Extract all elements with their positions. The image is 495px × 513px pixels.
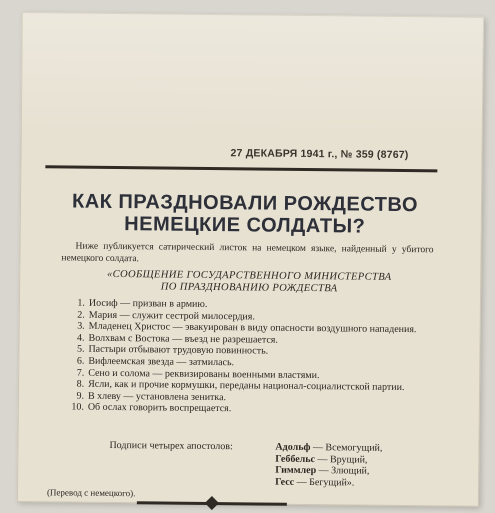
item-number: 2. — [77, 309, 85, 321]
header-rule — [45, 165, 437, 172]
apostle-epithet: — Бегущий». — [294, 476, 355, 489]
article-headline — [60, 190, 430, 238]
headline-line-1: КАК ПРАЗДНОВАЛИ РОЖДЕСТВО — [71, 190, 419, 217]
item-number: 4. — [77, 332, 85, 344]
item-number: 9. — [76, 390, 85, 402]
item-text: Иосиф — призван в армию. — [88, 297, 208, 310]
apostle-signature — [275, 476, 382, 489]
apostle-epithet: — Злющий, — [316, 465, 370, 477]
item-number: 8. — [76, 378, 85, 390]
item-number: 3. — [77, 320, 85, 332]
item-number: 6. — [76, 355, 85, 367]
item-number: 1. — [77, 297, 86, 309]
item-text: Младенец Христос — эвакуирован в виду опасности воздушного нападения. — [88, 320, 417, 336]
apostle-name: Гиммлер — [275, 464, 317, 477]
apostle-name: Адольф — [275, 441, 311, 454]
apostle-epithet: — Всемогущий, — [310, 442, 383, 454]
paper-fold-highlight — [21, 12, 484, 137]
item-text: Волхвам с Востока — въезд не разрешается. — [88, 332, 278, 346]
item-number: 7. — [76, 367, 85, 379]
item-number: 10. — [71, 401, 84, 414]
apostle-name: Гесс — [275, 476, 295, 488]
item-text: Сено и солома — реквизированы военными властями. — [88, 367, 320, 381]
item-text: Ясли, как и прочие кормушки, переданы национал-социалистской партии. — [88, 378, 405, 394]
decree-title-line-2: ПО ПРАЗДНОВАНИЮ РОЖДЕСТВА — [160, 281, 338, 295]
decree-title — [79, 269, 419, 297]
article-intro: Ниже публикуется сатирический листок на немецком языке, найденный у убитого немецкого солдата. — [61, 241, 434, 265]
newspaper-page — [17, 12, 484, 507]
apostle-name: Геббельс — [275, 453, 316, 465]
end-ornament-diamond — [205, 496, 219, 510]
apostle-signatures — [275, 442, 382, 489]
list-item — [68, 402, 438, 417]
newspaper-dateline: 27 ДЕКАБРЯ 1941 г., № 359 (8767) — [230, 147, 409, 162]
item-text: В хлеву — установлена зенитка. — [87, 390, 227, 403]
headline-line-2: НЕМЕЦКИЕ СОЛДАТЫ? — [124, 213, 366, 238]
item-text: Мария — служит сестрой милосердия. — [88, 309, 255, 323]
decree-items — [68, 298, 439, 418]
item-text: Пастыри отбывают трудовую повинность. — [88, 344, 269, 357]
signatures-label: Подписи четырех апостолов: — [109, 439, 233, 453]
apostle-epithet: — Врущий, — [314, 453, 368, 466]
decree-title-line-1: «СООБЩЕНИЕ ГОСУДАРСТВЕННОГО МИНИСТЕРСТВА — [106, 268, 392, 283]
item-text: Об ослах говорить воспрещается. — [87, 402, 232, 415]
item-text: Вифлеемская звезда — затмилась. — [88, 355, 235, 369]
translation-note: (Перевод с немецкого). — [46, 487, 136, 499]
item-number: 5. — [76, 343, 85, 356]
